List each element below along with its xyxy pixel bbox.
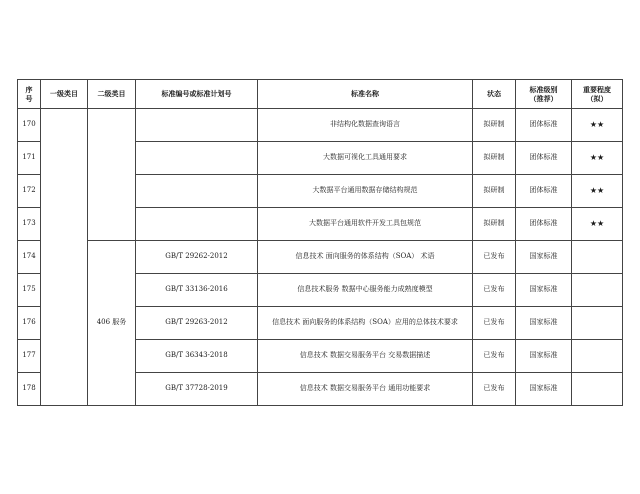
cell-no: 177 [18,340,41,373]
cell-importance-stars [572,241,623,274]
cell-name: 大数据平台通用软件开发工具包规范 [258,208,473,241]
cell-importance-stars: ★★ [572,142,623,175]
cell-importance-stars [572,307,623,340]
cell-no: 170 [18,109,41,142]
cell-status: 已发布 [473,340,516,373]
table-row [18,241,623,274]
header-name: 标准名称 [258,80,473,109]
cell-no: 172 [18,175,41,208]
cell-code: GB/T 37728-2019 [136,373,258,406]
cell-status: 拟研制 [473,109,516,142]
header-no: 序 号 [18,80,41,109]
cell-name: 非结构化数据查询语言 [258,109,473,142]
header-level2: 二级类目 [88,80,136,109]
cell-std-level: 团体标准 [516,208,572,241]
cell-code: GB/T 33136-2016 [136,274,258,307]
table-row [18,109,623,142]
cell-code: GB/T 36343-2018 [136,340,258,373]
cell-importance-stars [572,373,623,406]
cell-code: GB/T 29263-2012 [136,307,258,340]
cell-status: 已发布 [473,307,516,340]
cell-code [136,175,258,208]
cell-std-level: 国家标准 [516,274,572,307]
cell-importance-stars: ★★ [572,109,623,142]
cell-code [136,208,258,241]
cell-importance-stars: ★★ [572,208,623,241]
cell-importance-stars [572,274,623,307]
cell-name: 信息技术 数据交易服务平台 通用功能要求 [258,373,473,406]
header-row [18,80,623,109]
cell-level1-merged [41,109,88,406]
header-std-level: 标准级别 （推荐） [516,80,572,109]
cell-no: 176 [18,307,41,340]
cell-name: 大数据平台通用数据存储结构规范 [258,175,473,208]
cell-status: 拟研制 [473,175,516,208]
cell-std-level: 团体标准 [516,142,572,175]
cell-status: 已发布 [473,274,516,307]
cell-std-level: 国家标准 [516,241,572,274]
cell-code: GB/T 29262-2012 [136,241,258,274]
cell-no: 171 [18,142,41,175]
cell-no: 174 [18,241,41,274]
cell-name: 信息技术 面向服务的体系结构（SOA） 术语 [258,241,473,274]
cell-name: 信息技术服务 数据中心服务能力成熟度模型 [258,274,473,307]
header-importance: 重要程度 （拟） [572,80,623,109]
cell-status: 已发布 [473,373,516,406]
cell-no: 178 [18,373,41,406]
cell-std-level: 国家标准 [516,340,572,373]
header-status: 状态 [473,80,516,109]
cell-name: 大数据可视化工具通用要求 [258,142,473,175]
cell-level2-service: 406 服务 [88,241,136,406]
cell-std-level: 团体标准 [516,175,572,208]
cell-code [136,109,258,142]
cell-status: 已发布 [473,241,516,274]
cell-code [136,142,258,175]
header-level1: 一级类目 [41,80,88,109]
header-code: 标准编号或标准计划号 [136,80,258,109]
cell-name: 信息技术 数据交易服务平台 交易数据描述 [258,340,473,373]
cell-importance-stars [572,340,623,373]
cell-no: 175 [18,274,41,307]
cell-name: 信息技术 面向服务的体系结构（SOA）应用的总体技术要求 [258,307,473,340]
cell-level2-merged-upper [88,109,136,241]
cell-std-level: 国家标准 [516,307,572,340]
cell-no: 173 [18,208,41,241]
cell-status: 拟研制 [473,142,516,175]
cell-status: 拟研制 [473,208,516,241]
standards-table [17,79,623,406]
cell-std-level: 国家标准 [516,373,572,406]
cell-importance-stars: ★★ [572,175,623,208]
cell-std-level: 团体标准 [516,109,572,142]
